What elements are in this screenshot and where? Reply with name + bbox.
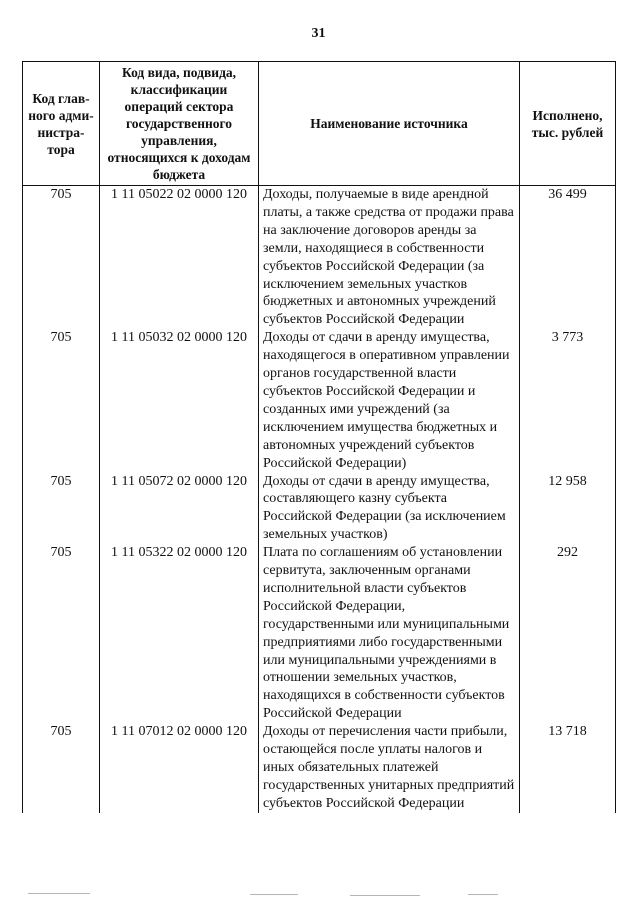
amount-cell: 3 773: [520, 329, 616, 472]
classification-code-cell: 1 11 07012 02 0000 120: [100, 723, 259, 813]
source-name-cell: Доходы, получаемые в виде арендной платы, а также средства от продажи права на заключение договоров аренды за земли, находящиеся в собственности субъектов Российской Федерации (за исключением земельных участков бюджетных и автономных учреждений субъектов Российской Федерации: [259, 186, 520, 330]
amount-cell: 36 499: [520, 186, 616, 330]
header-admin-code: Код глав-ного адми-нистра-тора: [23, 62, 100, 186]
page-number: 31: [311, 26, 326, 41]
admin-code-cell: 705: [23, 473, 100, 545]
header-source-name: Наименование источника: [259, 62, 520, 186]
source-name-cell: Доходы от сдачи в аренду имущества, составляющего казну субъекта Российской Федерации (за исключением земельных участков): [259, 473, 520, 545]
classification-code-cell: 1 11 05032 02 0000 120: [100, 329, 259, 472]
scan-artifact: [468, 894, 498, 895]
table-row: [23, 544, 616, 723]
table-row: [23, 723, 616, 813]
classification-code-cell: 1 11 05022 02 0000 120: [100, 186, 259, 330]
amount-cell: 12 958: [520, 473, 616, 545]
table-header: [23, 62, 616, 186]
amount-cell: 292: [520, 544, 616, 723]
admin-code-cell: 705: [23, 723, 100, 813]
table-row: [23, 329, 616, 472]
classification-code-cell: 1 11 05322 02 0000 120: [100, 544, 259, 723]
source-name-cell: Доходы от сдачи в аренду имущества, находящегося в оперативном управлении органов государственной власти субъектов Российской Федерации и созданных ими учреждений (за исключением имущества бюджетных и автономных учреждений субъектов Российской Федерации): [259, 329, 520, 472]
admin-code-cell: 705: [23, 329, 100, 472]
amount-cell: 13 718: [520, 723, 616, 813]
admin-code-cell: 705: [23, 544, 100, 723]
admin-code-cell: 705: [23, 186, 100, 330]
table-row: [23, 473, 616, 545]
source-name-cell: Доходы от перечисления части прибыли, остающейся после уплаты налогов и иных обязательных платежей государственных унитарных предприятий субъектов Российской Федерации: [259, 723, 520, 813]
table-body: [23, 186, 616, 813]
classification-code-cell: 1 11 05072 02 0000 120: [100, 473, 259, 545]
header-amount: Исполнено, тыс. рублей: [520, 62, 616, 186]
scan-artifact: [250, 894, 298, 895]
source-name-cell: Плата по соглашениям об установлении сервитута, заключенным органами исполнительной власти субъектов Российской Федерации, государственными или муниципальными предприятиями либо государственными или муниципальными учреждениями в отношении земельных участков, находящихся в собственности субъектов Российской Федерации: [259, 544, 520, 723]
revenue-table: [22, 61, 616, 813]
scan-artifact: [350, 895, 420, 896]
header-classification-code: Код вида, подвида, классификации операций сектора государственного управления, относящихся к доходам бюджета: [100, 62, 259, 186]
table-row: [23, 186, 616, 330]
scan-artifact: [28, 893, 90, 894]
